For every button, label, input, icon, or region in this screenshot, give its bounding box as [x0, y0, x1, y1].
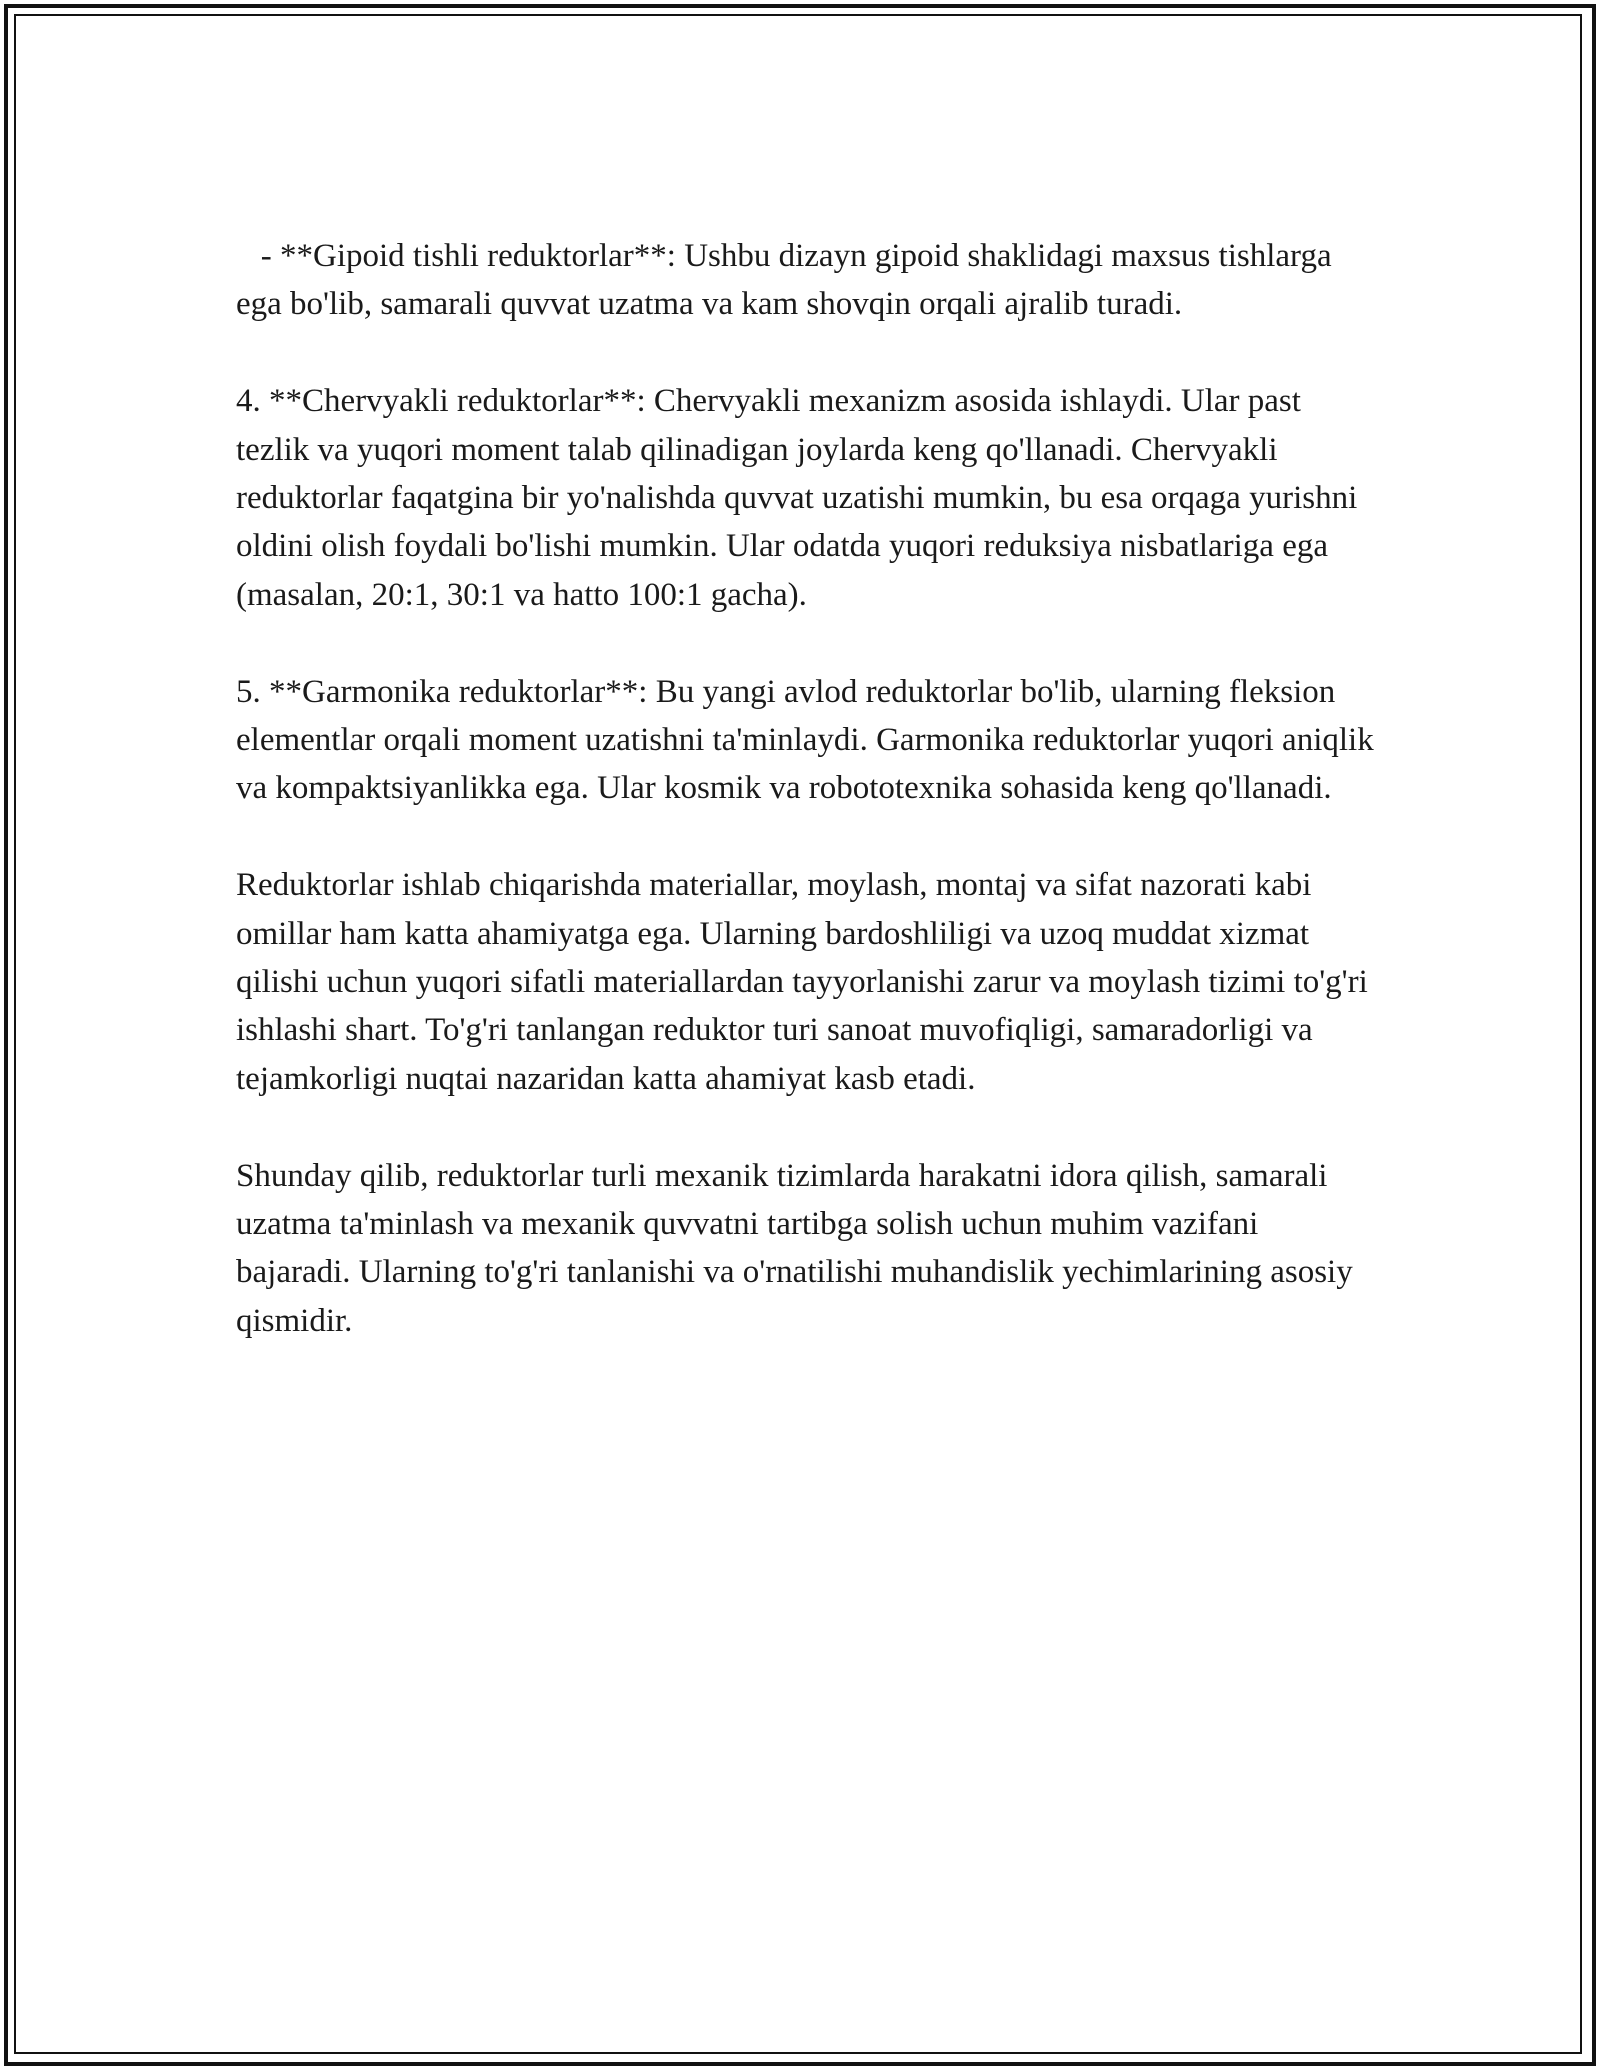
paragraph-conclusion: Shunday qilib, reduktorlar turli mexanik tizimlarda harakatni idora qilish, samarali uzatma ta'minlash va mexanik quvvatni tartibga solish uchun muhim vazifani bajaradi. Ularning to'g'ri tanlanishi va o'rnatilishi muhandislik yechimlarining asosiy qismidir. [236, 1157, 1361, 1339]
paragraph-ishlab-chiqarish: Reduktorlar ishlab chiqarishda materiallar, moylash, montaj va sifat nazorati kabi omillar ham katta ahamiyatga ega. Ularning bardoshliligi va uzoq muddat xizmat qilishi uchun yuqori sifatli materiallardan tayyorlanishi zarur va moylash tizimi to'g'ri ishlashi shart. To'g'ri tanlangan reduktor turi sanoat muvofiqligi, samaradorligi va tejamkorligi nuqtai nazaridan katta ahamiyat kasb etadi. [236, 867, 1377, 1097]
paragraph-chervyakli: 4. **Chervyakli reduktorlar**: Chervyakli mexanizm asosida ishlaydi. Ular past tezlik va yuqori moment talab qilinadigan joylarda keng qo'llanadi. Chervyakli reduktorlar faqatgina bir yo'nalishda quvvat uzatishi mumkin, bu esa orqaga yurishni oldini olish foydali bo'lishi mumkin. Ular odatda yuqori reduksiya nisbatlariga ega (masalan, 20:1, 30:1 va hatto 100:1 gacha). [236, 383, 1366, 613]
document-body [236, 232, 1382, 1345]
paragraph-gipoid: - **Gipoid tishli reduktorlar**: Ushbu dizayn gipoid shaklidagi maxsus tishlarga ega bo'lib, samarali quvvat uzatma va kam shovqin orqali ajralib turadi. [236, 238, 1340, 323]
paragraph-garmonika: 5. **Garmonika reduktorlar**: Bu yangi avlod reduktorlar bo'lib, ularning fleksion elementlar orqali moment uzatishni ta'minlaydi. Garmonika reduktorlar yuqori aniqlik va kompaktsiyanlikka ega. Ular kosmik va robototexnika sohasida keng qo'llanadi. [236, 673, 1382, 807]
